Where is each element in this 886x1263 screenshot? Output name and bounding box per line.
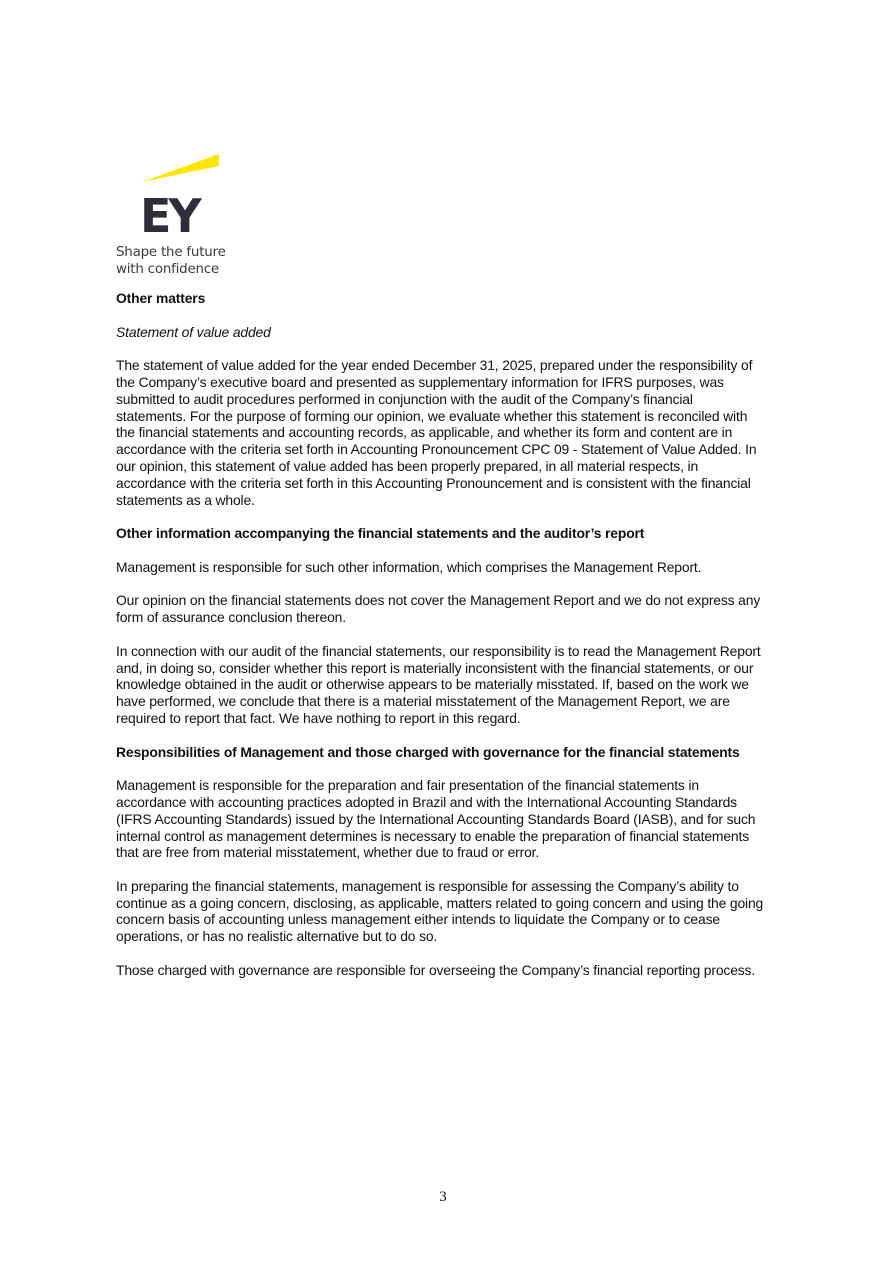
sva-subheading: Statement of value added	[116, 323, 271, 340]
responsibilities-heading: Responsibilities of Management and those charged with governance for the financial statements	[116, 743, 740, 760]
report-body	[116, 290, 764, 995]
page-number: 3	[439, 1189, 447, 1205]
other-info-paragraph-1: Management is responsible for such other information, which comprises the Management Report.	[116, 558, 702, 575]
other-info-paragraph-2: Our opinion on the financial statements does not cover the Management Report and we do not express any form of assurance conclusion thereon.	[116, 592, 761, 626]
other-matters-heading: Other matters	[116, 290, 206, 306]
responsibilities-paragraph-1: Management is responsible for the preparation and fair presentation of the financial statements in accordance with accounting practices adopted in Brazil and with the International Accounting Standards (IFRS Accounting Standards) issued by the International Accounting Standards Board (IASB), and for such internal control as management determines is necessary to enable the preparation of financial statements that are free from material misstatement, whether due to fraud or error.	[116, 777, 756, 861]
responsibilities-paragraph-2: In preparing the financial statements, management is responsible for assessing the Company’s ability to continue as a going concern, disclosing, as applicable, matters related to going concern and using the going concern basis of accounting unless management either intends to liquidate the Company or to cease operations, or has no realistic alternative but to do so.	[116, 877, 764, 945]
ey-mark: EY	[140, 189, 199, 237]
ey-tagline	[116, 244, 226, 278]
responsibilities-paragraph-3: Those charged with governance are responsible for overseeing the Company’s financial reporting process.	[116, 961, 756, 978]
tagline-line-2: with confidence	[116, 262, 219, 277]
other-info-heading: Other information accompanying the financial statements and the auditor’s report	[116, 525, 645, 542]
sva-paragraph: The statement of value added for the year ended December 31, 2025, prepared under the responsibility of the Company’s executive board and presented as supplementary information for IFRS purposes, was submitted to audit procedures performed in conjunction with the audit of the Company’s financial statements. For the purpose of forming our opinion, we evaluate whether this statement is reconciled with the financial statements and accounting records, as applicable, and whether its form and content are in accordance with the criteria set forth in Accounting Pronouncement CPC 09 - Statement of Value Added. In our opinion, this statement of value added has been properly prepared, in all material respects, in accordance with the criteria set forth in this Accounting Pronouncement and is consistent with the financial statements as a whole.	[116, 357, 757, 508]
tagline-line-1: Shape the future	[116, 245, 226, 260]
other-info-paragraph-3: In connection with our audit of the financial statements, our responsibility is to read the Management Report and, in doing so, consider whether this report is materially inconsistent with the financial statements, or our knowledge obtained in the audit or otherwise appears to be materially misstated. If, based on the work we have performed, we conclude that there is a material misstatement of the Management Report, we are required to report that fact. We have nothing to report in this regard.	[116, 642, 761, 726]
ey-beam	[142, 154, 219, 182]
ey-logo-icon	[116, 152, 226, 237]
